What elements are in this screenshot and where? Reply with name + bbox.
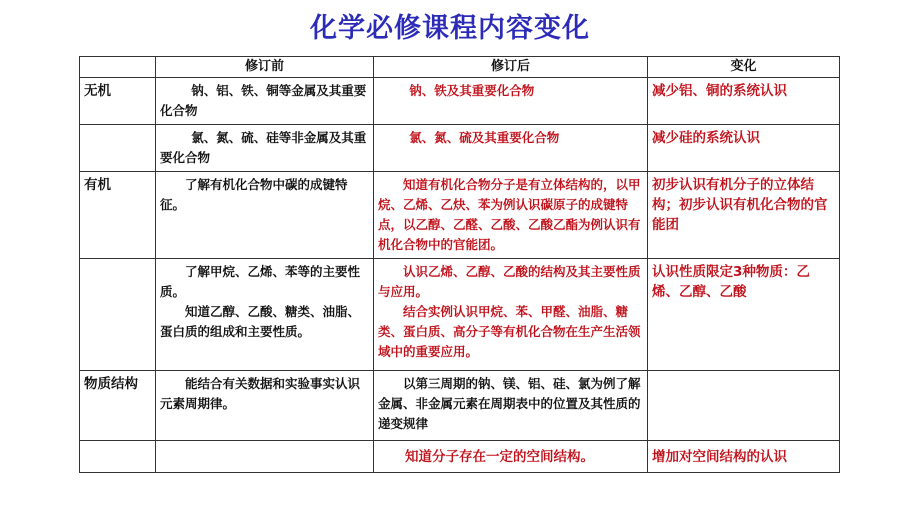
header-change: 变化 [648,57,840,78]
before-cell [156,441,374,473]
category-cell [80,441,156,473]
category-cell: 无机 [80,78,156,125]
table-row [80,78,840,125]
after-cell: 氯、氮、硫及其重要化合物 [374,125,648,172]
header-row [80,57,840,78]
change-cell: 减少铝、铜的系统认识 [648,78,840,125]
header-blank [80,57,156,78]
table-row [80,172,840,259]
table-row [80,125,840,172]
after-cell: 知道有机化合物分子是有立体结构的，以甲烷、乙烯、乙炔、苯为例认识碳原子的成键特点，以乙醇、乙醛、乙酸、乙酸乙酯为例认识有机化合物中的官能团。 [374,172,648,259]
before-cell: 钠、铝、铁、铜等金属及其重要化合物 [156,78,374,125]
table-row [80,259,840,371]
change-cell: 初步认识有机分子的立体结构；初步认识有机化合物的官能团 [648,172,840,259]
before-cell: 氯、氮、硫、硅等非金属及其重要化合物 [156,125,374,172]
category-cell: 物质结构 [80,371,156,441]
after-cell: 知道分子存在一定的空间结构。 [374,441,648,473]
header-after: 修订后 [374,57,648,78]
after-cell: 钠、铁及其重要化合物 [374,78,648,125]
after-cell: 认识乙烯、乙醇、乙酸的结构及其主要性质与应用。 结合实例认识甲烷、苯、甲醛、油脂、糖类、蛋白质、高分子等有机化合物在生产生活领域中的重要应用。 [374,259,648,371]
curriculum-table [79,56,840,473]
table-row [80,441,840,473]
before-cell: 能结合有关数据和实验事实认识元素周期律。 [156,371,374,441]
header-before: 修订前 [156,57,374,78]
table-row [80,371,840,441]
category-cell [80,259,156,371]
category-cell [80,125,156,172]
change-cell: 减少硅的系统认识 [648,125,840,172]
change-cell: 认识性质限定3种物质：乙烯、乙醇、乙酸 [648,259,840,371]
change-cell [648,371,840,441]
before-cell: 了解有机化合物中碳的成键特征。 [156,172,374,259]
change-cell: 增加对空间结构的认识 [648,441,840,473]
page-title: 化学必修课程内容变化 [310,13,590,44]
category-cell: 有机 [80,172,156,259]
before-cell: 了解甲烷、乙烯、苯等的主要性质。 知道乙醇、乙酸、糖类、油脂、蛋白质的组成和主要性质。 [156,259,374,371]
after-cell: 以第三周期的钠、镁、铝、硅、氯为例了解金属、非金属元素在周期表中的位置及其性质的递变规律 [374,371,648,441]
